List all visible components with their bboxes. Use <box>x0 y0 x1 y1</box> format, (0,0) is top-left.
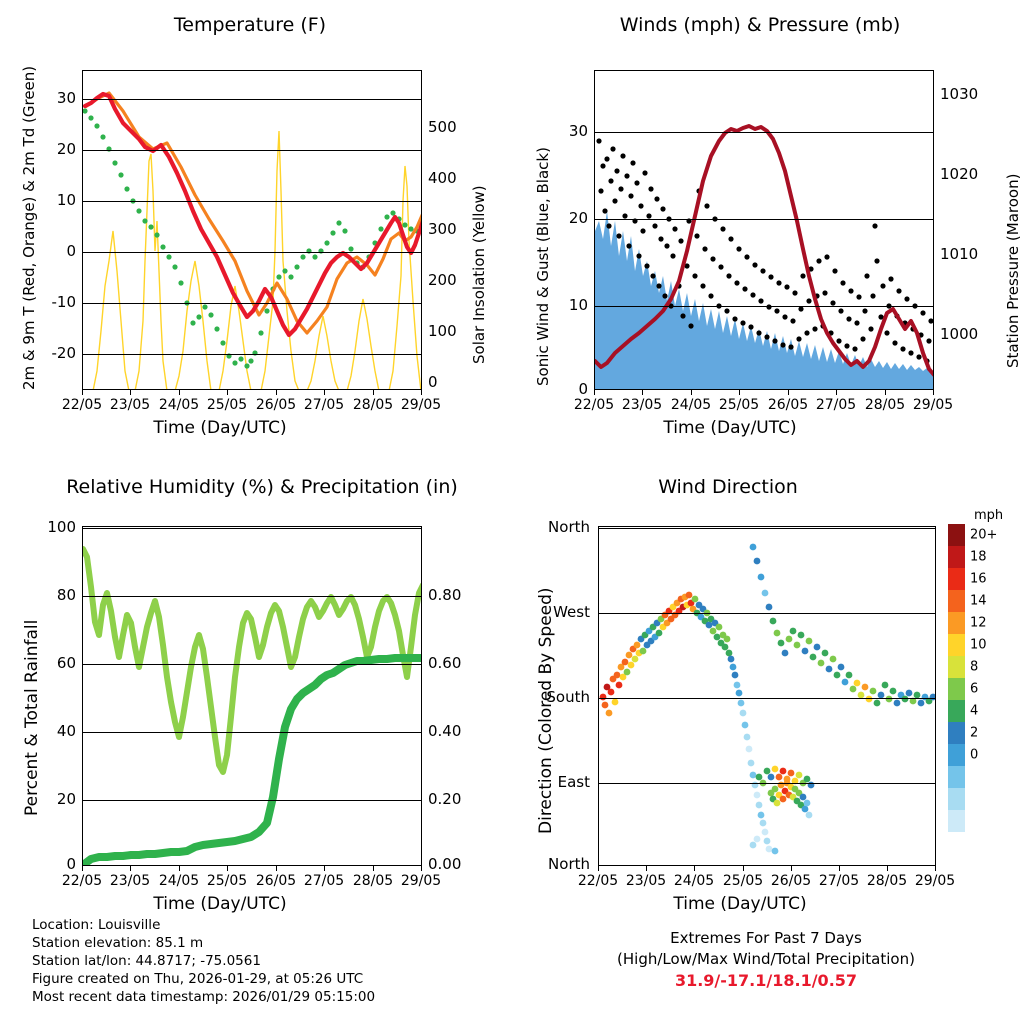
winds-ytick-left: 20 <box>568 209 588 227</box>
xtick-mark <box>324 866 325 871</box>
colorbar-label: 14 <box>970 593 987 609</box>
panel-winds <box>512 14 1024 438</box>
temperature-title: Temperature (F) <box>173 14 327 36</box>
winddir-ytick: North <box>548 518 590 536</box>
xtick-mark <box>227 866 228 871</box>
colorbar-swatch <box>948 810 965 832</box>
temperature-xlabel: Time (Day/UTC) <box>153 418 287 438</box>
xtick-mark <box>739 390 740 395</box>
gridline <box>83 252 421 253</box>
humidity-ylabel-left: Percent & Total Rainfall <box>22 619 42 816</box>
colorbar-swatch <box>948 612 965 634</box>
panel-temperature <box>0 14 500 438</box>
temperature-ytick-right: 500 <box>428 118 457 136</box>
colorbar-swatch <box>948 568 965 590</box>
humidity-xlabel: Time (Day/UTC) <box>153 894 287 914</box>
winddir-xtick: 25/05 <box>722 873 764 889</box>
winddir-xtick: 22/05 <box>577 873 619 889</box>
winds-xtick: 26/05 <box>767 397 809 413</box>
humidity-ytick-left: 0 <box>66 855 76 873</box>
gridline <box>599 613 935 614</box>
temperature-plot <box>82 70 422 390</box>
winds-ytick-left: 0 <box>578 380 588 398</box>
colorbar-label: 10 <box>970 637 987 653</box>
xtick-mark <box>82 866 83 871</box>
winds-ylabel-left: Sonic Wind & Gust (Blue, Black) <box>534 147 552 386</box>
humidity-xtick: 26/05 <box>255 873 297 889</box>
gridline <box>83 732 421 733</box>
colorbar-swatch <box>948 722 965 744</box>
xtick-mark <box>791 866 792 871</box>
temperature-ytick-left: 10 <box>56 191 76 209</box>
humidity-xtick: 23/05 <box>109 873 151 889</box>
gridline <box>83 528 421 529</box>
temperature-xtick: 27/05 <box>303 397 345 413</box>
winds-xtick: 22/05 <box>573 397 615 413</box>
extremes-heading: Extremes For Past 7 Days <box>670 929 862 947</box>
gridline <box>595 219 933 220</box>
metadata-elevation: Station elevation: 85.1 m <box>32 935 204 951</box>
station-metadata <box>32 916 375 1006</box>
xtick-mark <box>839 866 840 871</box>
xtick-mark <box>373 390 374 395</box>
temperature-ytick-left: -20 <box>51 344 76 362</box>
humidity-xtick: 25/05 <box>206 873 248 889</box>
temperature-ytick-right: 400 <box>428 169 457 187</box>
colorbar-swatch <box>948 656 965 678</box>
xtick-mark <box>179 866 180 871</box>
winddir-scatter-svg <box>599 527 936 866</box>
winds-ylabel-right: Station Pressure (Maroon) <box>1004 173 1022 368</box>
gridline <box>83 800 421 801</box>
xtick-mark <box>642 390 643 395</box>
xtick-mark <box>421 866 422 871</box>
colorbar-label: 6 <box>970 681 979 697</box>
gridline <box>83 354 421 355</box>
winds-ytick-right: 1010 <box>940 245 979 263</box>
temperature-ylabel-left: 2m & 9m T (Red, Orange) & 2m Td (Green) <box>20 65 38 390</box>
colorbar-label: 8 <box>970 659 979 675</box>
winddir-ylabel-left: Direction (Colored By Speed) <box>536 587 556 834</box>
xtick-mark <box>227 390 228 395</box>
humidity-series-svg <box>83 527 422 866</box>
winddir-ytick: North <box>548 855 590 873</box>
panel-humidity <box>0 476 500 914</box>
xtick-mark <box>276 390 277 395</box>
xtick-mark <box>594 390 595 395</box>
xtick-mark <box>694 866 695 871</box>
colorbar-swatch <box>948 590 965 612</box>
metadata-figure-created: Figure created on Thu, 2026-01-29, at 05:26 UTC <box>32 971 364 987</box>
winds-ytick-left: 30 <box>568 122 588 140</box>
xtick-mark <box>743 866 744 871</box>
colorbar-label: 20+ <box>970 527 998 543</box>
winds-xtick: 23/05 <box>621 397 663 413</box>
winddir-xtick: 27/05 <box>818 873 860 889</box>
humidity-ytick-right: 0.60 <box>428 654 462 672</box>
winds-title: Winds (mph) & Pressure (mb) <box>619 14 901 36</box>
gridline <box>595 132 933 133</box>
temperature-xtick: 22/05 <box>61 397 103 413</box>
colorbar-swatch <box>948 700 965 722</box>
winddir-title: Wind Direction <box>658 476 798 498</box>
xtick-mark <box>885 390 886 395</box>
winddir-ytick: East <box>557 773 590 791</box>
colorbar-label: 12 <box>970 615 987 631</box>
humidity-ytick-left: 40 <box>56 722 76 740</box>
colorbar-swatch <box>948 524 965 546</box>
wind-speed-colorbar <box>948 508 1024 868</box>
xtick-mark <box>82 390 83 395</box>
temperature-xtick: 26/05 <box>255 397 297 413</box>
temperature-xtick: 23/05 <box>109 397 151 413</box>
humidity-plot <box>82 526 422 866</box>
humidity-ytick-right: 0.40 <box>428 722 462 740</box>
temperature-xtick: 29/05 <box>400 397 442 413</box>
gridline <box>595 306 933 307</box>
winds-ytick-left: 10 <box>568 296 588 314</box>
winddir-xtick: 29/05 <box>914 873 956 889</box>
winds-xtick: 24/05 <box>670 397 712 413</box>
humidity-ytick-left: 60 <box>56 654 76 672</box>
metadata-recent-timestamp: Most recent data timestamp: 2026/01/29 05:15:00 <box>32 989 376 1005</box>
colorbar-swatch <box>948 788 965 810</box>
extremes-subheading: (High/Low/Max Wind/Total Precipitation) <box>617 950 915 968</box>
xtick-mark <box>646 866 647 871</box>
gridline <box>83 596 421 597</box>
metadata-latlon: Station lat/lon: 44.8717; -75.0561 <box>32 953 261 969</box>
humidity-title: Relative Humidity (%) & Precipitation (in) <box>66 476 458 498</box>
metadata-location: Location: Louisville <box>32 917 161 933</box>
winddir-xlabel: Time (Day/UTC) <box>673 894 807 914</box>
humidity-xtick: 28/05 <box>352 873 394 889</box>
humidity-xtick: 24/05 <box>158 873 200 889</box>
winddir-ytick: South <box>546 688 590 706</box>
winds-xtick: 27/05 <box>815 397 857 413</box>
colorbar-swatch <box>948 744 965 766</box>
winddir-xtick: 26/05 <box>770 873 812 889</box>
colorbar-label: 0 <box>970 747 979 763</box>
colorbar-swatch <box>948 766 965 788</box>
humidity-xtick: 22/05 <box>61 873 103 889</box>
winddir-plot <box>598 526 936 866</box>
temperature-ytick-right: 0 <box>428 373 438 391</box>
temperature-ytick-right: 200 <box>428 271 457 289</box>
winddir-xtick: 24/05 <box>673 873 715 889</box>
winds-xtick: 25/05 <box>718 397 760 413</box>
winddir-xtick: 23/05 <box>625 873 667 889</box>
xtick-mark <box>935 866 936 871</box>
humidity-xtick: 29/05 <box>400 873 442 889</box>
colorbar-label: 16 <box>970 571 987 587</box>
xtick-mark <box>421 390 422 395</box>
temperature-series-svg <box>83 71 422 390</box>
temperature-ytick-right: 300 <box>428 220 457 238</box>
humidity-ytick-left: 20 <box>56 790 76 808</box>
temperature-ytick-right: 100 <box>428 322 457 340</box>
xtick-mark <box>836 390 837 395</box>
winddir-xtick: 28/05 <box>866 873 908 889</box>
gridline <box>83 664 421 665</box>
temperature-ytick-left: -10 <box>51 293 76 311</box>
gridline <box>83 303 421 304</box>
winds-ytick-right: 1020 <box>940 165 979 183</box>
humidity-ytick-right: 0.80 <box>428 586 462 604</box>
xtick-mark <box>887 866 888 871</box>
temperature-ytick-left: 0 <box>66 242 76 260</box>
gridline <box>83 99 421 100</box>
winds-xtick: 29/05 <box>912 397 954 413</box>
colorbar-swatch <box>948 678 965 700</box>
temperature-ytick-left: 30 <box>56 89 76 107</box>
gridline <box>83 150 421 151</box>
xtick-mark <box>933 390 934 395</box>
temperature-xtick: 24/05 <box>158 397 200 413</box>
extremes-values: 31.9/-17.1/18.1/0.57 <box>674 971 858 990</box>
colorbar-swatch <box>948 546 965 568</box>
gridline <box>599 783 935 784</box>
gridline <box>599 528 935 529</box>
gridline <box>83 201 421 202</box>
colorbar-title: mph <box>974 508 1004 523</box>
colorbar-label: 2 <box>970 725 979 741</box>
colorbar-label: 4 <box>970 703 979 719</box>
extremes-summary <box>556 928 976 991</box>
xtick-mark <box>598 866 599 871</box>
winds-plot <box>594 70 934 390</box>
winds-xtick: 28/05 <box>864 397 906 413</box>
winds-series-svg <box>595 71 934 390</box>
humidity-ytick-left: 80 <box>56 586 76 604</box>
colorbar-swatch <box>948 634 965 656</box>
temperature-ytick-left: 20 <box>56 140 76 158</box>
winddir-ytick: West <box>553 603 590 621</box>
colorbar-swatches <box>948 524 965 832</box>
xtick-mark <box>691 390 692 395</box>
xtick-mark <box>130 390 131 395</box>
humidity-xtick: 27/05 <box>303 873 345 889</box>
humidity-ytick-right: 0.20 <box>428 790 462 808</box>
xtick-mark <box>373 866 374 871</box>
temperature-xtick: 25/05 <box>206 397 248 413</box>
colorbar-label: 18 <box>970 549 987 565</box>
xtick-mark <box>130 866 131 871</box>
temperature-xtick: 28/05 <box>352 397 394 413</box>
winds-xlabel: Time (Day/UTC) <box>663 418 797 438</box>
xtick-mark <box>276 866 277 871</box>
humidity-ytick-right: 0.00 <box>428 855 462 873</box>
winds-ytick-right: 1030 <box>940 85 979 103</box>
temperature-ylabel-right: Solar Insolation (Yellow) <box>470 185 488 364</box>
xtick-mark <box>179 390 180 395</box>
gridline <box>599 698 935 699</box>
winds-ytick-right: 1000 <box>940 325 979 343</box>
xtick-mark <box>788 390 789 395</box>
humidity-ytick-left: 100 <box>47 518 76 536</box>
xtick-mark <box>324 390 325 395</box>
